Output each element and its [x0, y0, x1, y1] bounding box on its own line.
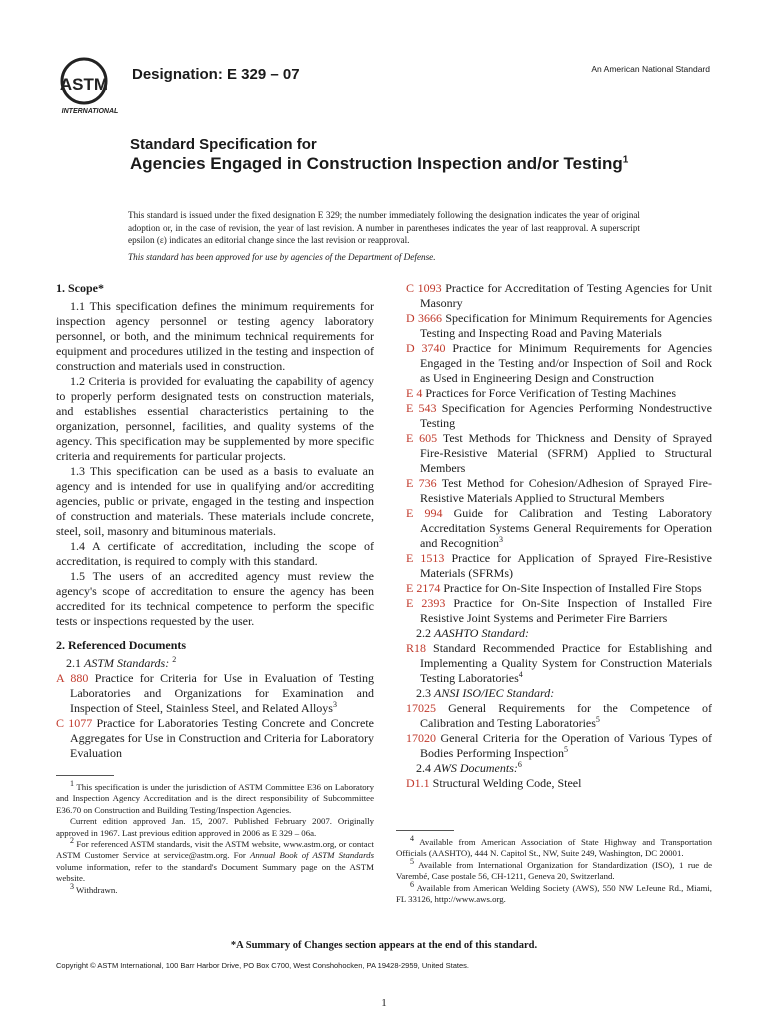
- footnote-1: $^1$ This specification is under the jurisdiction of ASTM Committee E36 on Laboratory and Inspection Agency Accreditation and is the direct responsibility of Subcommittee E36.70 on Construction and Building Testing/Inspection Agencies.: [56, 779, 374, 815]
- footnotes-left: [56, 775, 374, 896]
- reference-a880: A 880 Practice for Criteria for Use in Evaluation of Testing Laboratories and Organizations for Examination and Inspection of Steel, Stainless Steel, and Related Alloys$^3$: [56, 671, 374, 715]
- reference-link-e2393[interactable]: E 2393: [406, 596, 446, 610]
- footnote-3: $^3$ Withdrawn.: [70, 881, 118, 895]
- astm-standards-subheading: 2.1 ASTM Standards: $^2$: [66, 655, 177, 670]
- american-national-standard-label: An American National Standard: [591, 64, 710, 74]
- footnote-4: $^4$ Available from American Association of State Highway and Transportation Officials (AASHTO), 444 N. Capitol St., NW, Suite 249, Washington, DC 20001.: [396, 834, 713, 859]
- reference-e736: E 736 Test Method for Cohesion/Adhesion of Sprayed Fire-Resistive Materials Applied to Structural Members: [406, 476, 712, 505]
- scope-paragraph-1-3: 1.3 This specification can be used as a basis to evaluate an agency and is intended for use in qualifying and/or accrediting agencies, public or private, engaged in the testing and inspection of construction and materials. These materials include concrete, steel, soil, masonry and bituminous materials.: [56, 464, 374, 538]
- footnote-divider: [396, 830, 454, 831]
- aws-documents-subheading: 2.4 AWS Documents:$^6$: [416, 760, 522, 775]
- scope-paragraph-1-5: 1.5 The users of an accredited agency must review the agency's scope of accreditation to ensure the agency has been accredited for its technical competence to perform the specific tests or inspections requested by the user.: [56, 569, 374, 628]
- reference-link-e994[interactable]: E 994: [406, 506, 443, 520]
- page-number: 1: [381, 997, 387, 1009]
- reference-link-e2174[interactable]: E 2174: [406, 581, 441, 595]
- svg-text:ASTM: ASTM: [59, 75, 109, 94]
- reference-link-c1093[interactable]: C 1093: [406, 281, 442, 295]
- footnote-divider: [56, 775, 114, 776]
- footnote-5: $^5$ Available from International Organization for Standardization (ISO), 1 rue de Varembé, Case postale 56, CH-1211, Geneva 20, Switzerland.: [396, 856, 712, 882]
- reference-link-r18[interactable]: R18: [406, 641, 427, 655]
- reference-link-e1513[interactable]: E 1513: [406, 551, 445, 565]
- reference-e2174: E 2174 Practice for On-Site Inspection of Installed Fire Stops: [406, 581, 702, 595]
- reference-e605: E 605 Test Methods for Thickness and Density of Sprayed Fire-Resistive Material (SFRM) Applied to Structural Members: [406, 431, 712, 475]
- aashto-standard-subheading: 2.2 AASHTO Standard:: [416, 626, 530, 640]
- reference-iso17025: 17025 General Requirements for the Competence of Calibration and Testing Laboratories$^5$: [406, 701, 712, 730]
- referenced-documents-heading: 2. Referenced Documents: [56, 638, 187, 652]
- reference-d3740: D 3740 Practice for Minimum Requirements for Agencies Engaged in the Testing and/or Inspection of Soil and Rock as Used in Engineering Design and Construction: [406, 341, 712, 385]
- reference-e543: E 543 Specification for Agencies Performing Nondestructive Testing: [406, 401, 712, 430]
- footnotes-right: [396, 830, 712, 905]
- footnote-1-edition: Current edition approved Jan. 15, 2007. Published February 2007. Originally approved in 1967. Last previous edition approved in 2006 as E 329 – 06a.: [56, 816, 374, 838]
- dod-approval-note: This standard has been approved for use by agencies of the Department of Defense.: [128, 252, 436, 262]
- reference-iso17020: 17020 General Criteria for the Operation of Various Types of Bodies Performing Inspection$^5$: [406, 731, 713, 760]
- reference-c1077: C 1077 Practice for Laboratories Testing Concrete and Concrete Aggregates for Use in Construction and Criteria for Laboratory Evaluation: [56, 716, 374, 760]
- reference-e4: E 4 Practices for Force Verification of Testing Machines: [406, 386, 676, 400]
- reference-link-iso17020[interactable]: 17020: [406, 731, 436, 745]
- reference-link-d1-1[interactable]: D1.1: [406, 776, 430, 790]
- left-column: [56, 281, 374, 761]
- reference-link-a880[interactable]: A 880: [56, 671, 89, 685]
- summary-of-changes-note: *A Summary of Changes section appears at the end of this standard.: [230, 940, 538, 951]
- reference-d3666: D 3666 Specification for Minimum Requirements for Agencies Testing and Inspecting Road and Paving Materials: [406, 311, 713, 340]
- reference-link-e543[interactable]: E 543: [406, 401, 437, 415]
- astm-logo: [57, 55, 123, 117]
- copyright-notice: Copyright © ASTM International, 100 Barr Harbor Drive, PO Box C700, West Conshohocken, PA 19428-2959, United States.: [56, 961, 469, 970]
- iso-standard-subheading: 2.3 ANSI ISO/IEC Standard:: [416, 686, 555, 700]
- document-title: [130, 135, 730, 174]
- scope-paragraph-1-1: 1.1 This specification defines the minimum requirements for inspection agency personnel or testing agency laboratory personnel, or both, and the minimum technical requirements for equipment and procedures utilized in the testing and inspection of construction and materials used in construction.: [56, 299, 374, 373]
- reference-link-c1077[interactable]: C 1077: [56, 716, 93, 730]
- title-main: Agencies Engaged in Construction Inspection and/or Testing$^1$: [130, 154, 629, 173]
- svg-text:INTERNATIONAL: INTERNATIONAL: [61, 108, 119, 115]
- reference-link-iso17025[interactable]: 17025: [406, 701, 436, 715]
- designation: Designation: E 329 – 07: [132, 66, 300, 83]
- reference-link-e4[interactable]: E 4: [406, 386, 423, 400]
- footnote-6: $^6$ Available from American Welding Society (AWS), 550 NW LeJeune Rd., Miami, FL 33126, http://www.aws.org.: [396, 879, 712, 905]
- reference-r18: R18 Standard Recommended Practice for Establishing and Implementing a Quality System for Construction Materials Testing Laboratories$^4$: [406, 641, 712, 685]
- title-line-1: Standard Specification for: [130, 136, 317, 153]
- issuance-note: This standard is issued under the fixed designation E 329; the number immediately following the designation indicates the year of original adoption or, in the case of revision, the year of last revision. A number in parentheses indicates the year of last reapproval. A superscript epsilon (ε) indicates an editorial change since the last revision or reapproval.: [128, 210, 640, 246]
- reference-link-e605[interactable]: E 605: [406, 431, 438, 445]
- reference-e1513: E 1513 Practice for Application of Sprayed Fire-Resistive Materials (SFRMs): [406, 551, 712, 580]
- reference-c1093: C 1093 Practice for Accreditation of Testing Agencies for Unit Masonry: [406, 281, 712, 310]
- footnote-2: $^2$ For referenced ASTM standards, visit the ASTM website, www.astm.org, or contact ASTM Customer Service at service@astm.org. For Annual Book of ASTM Standards volume information, refer to the standard's Document Summary page on the ASTM website.: [56, 836, 374, 884]
- reference-link-d3740[interactable]: D 3740: [406, 341, 446, 355]
- reference-d1-1: D1.1 Structural Welding Code, Steel: [406, 776, 582, 790]
- reference-link-e736[interactable]: E 736: [406, 476, 437, 490]
- scope-paragraph-1-4: 1.4 A certificate of accreditation, including the scope of accreditation, is required to comply with this standard.: [56, 539, 374, 568]
- reference-e2393: E 2393 Practice for On-Site Inspection of Installed Fire Resistive Joint Systems and Perimeter Fire Barriers: [406, 596, 712, 625]
- right-column: [406, 281, 712, 791]
- scope-heading: 1. Scope*: [56, 281, 104, 295]
- reference-e994: E 994 Guide for Calibration and Testing Laboratory Accreditation Systems General Requirements for Operation and Recognition$^3$: [406, 506, 712, 550]
- reference-link-d3666[interactable]: D 3666: [406, 311, 443, 325]
- scope-paragraph-1-2: 1.2 Criteria is provided for evaluating the capability of agency to properly perform designated tests on construction materials, and establishes essential characteristics pertaining to the organization, personnel, facilities, and quality systems of the agency. This specification may be supplemented by more specific criteria and requirements for particular projects.: [56, 374, 374, 463]
